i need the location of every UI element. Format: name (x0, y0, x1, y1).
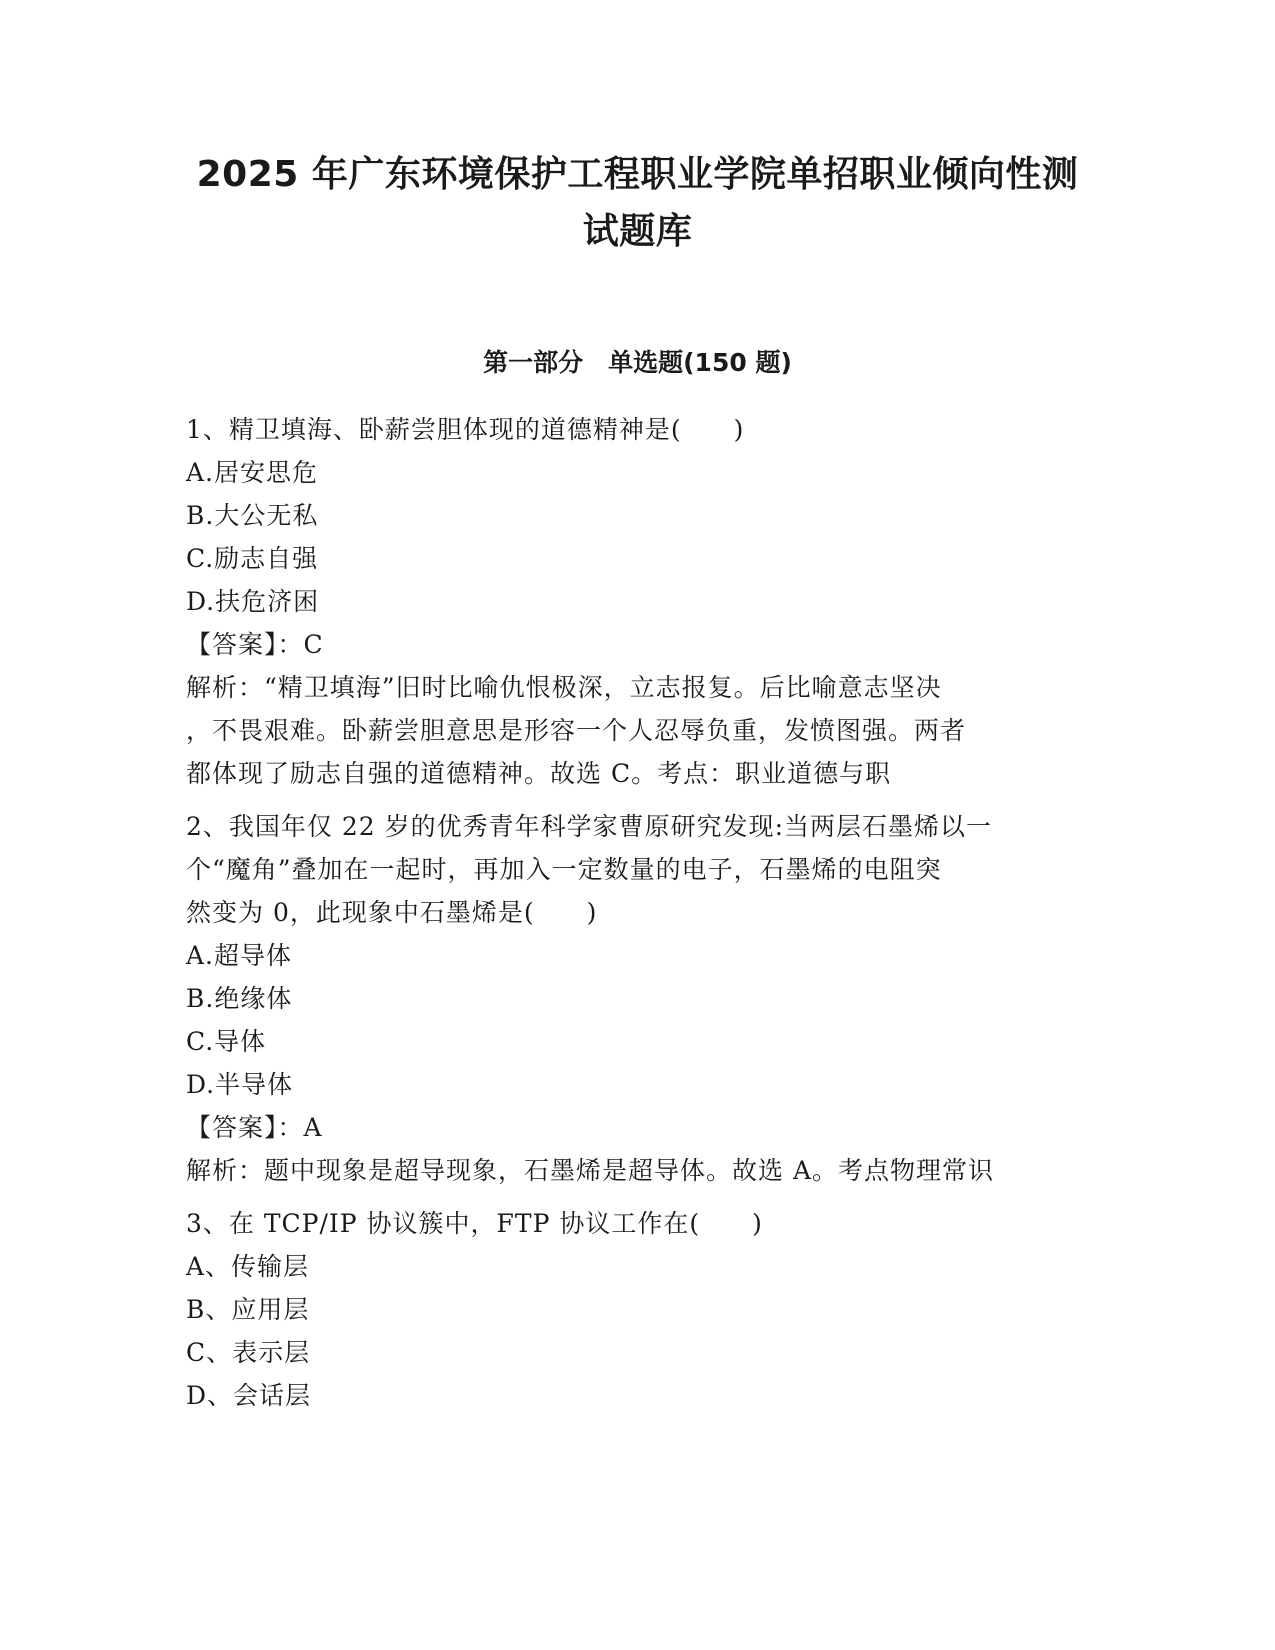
option-d: D.扶危济困 (186, 587, 320, 616)
option-d: D.半导体 (186, 1070, 294, 1099)
option-d: D、会话层 (186, 1381, 312, 1410)
option-c: C.导体 (186, 1027, 267, 1056)
option-c: C、表示层 (186, 1338, 311, 1367)
option-a: A、传输层 (186, 1252, 310, 1281)
question-list (186, 408, 1091, 1417)
analysis-line: 解析：“精卫填海”旧时比喻仇恨极深，立志报复。后比喻意志坚决 (186, 673, 942, 702)
option-a: A.超导体 (186, 941, 293, 970)
answer-line: 【答案】：C (186, 630, 324, 659)
title-line-2: 试题库 (582, 211, 693, 252)
option-b: B、应用层 (186, 1295, 310, 1324)
question-stem: 2、我国年仅 22 岁的优秀青年科学家曹原研究发现:当两层石墨烯以一 (186, 812, 993, 841)
option-b: B.大公无私 (186, 501, 319, 530)
question-2 (186, 805, 1091, 1192)
document-title (150, 146, 1125, 260)
option-a: A.居安思危 (186, 458, 319, 487)
question-1 (186, 408, 1091, 795)
question-stem: 1、精卫填海、卧薪尝胆体现的道德精神是( ) (186, 415, 745, 444)
question-3 (186, 1202, 1091, 1417)
answer-line: 【答案】：A (186, 1113, 323, 1142)
section-heading: 第一部分 单选题(150 题) (483, 348, 792, 377)
option-b: B.绝缘体 (186, 984, 293, 1013)
analysis-line: 都体现了励志自强的道德精神。故选 C。考点：职业道德与职 (186, 759, 892, 788)
title-line-1: 2025 年广东环境保护工程职业学院单招职业倾向性测 (196, 154, 1079, 195)
question-stem: 然变为 0，此现象中石墨烯是( ) (186, 898, 598, 927)
question-stem: 3、在 TCP/IP 协议簇中，FTP 协议工作在( ) (186, 1209, 763, 1238)
analysis-line: ，不畏艰难。卧薪尝胆意思是形容一个人忍辱负重，发愤图强。两者 (186, 716, 967, 745)
analysis-line: 解析：题中现象是超导现象，石墨烯是超导体。故选 A。考点物理常识 (186, 1156, 995, 1185)
question-stem: 个“魔角”叠加在一起时，再加入一定数量的电子，石墨烯的电阻突 (186, 855, 942, 884)
option-c: C.励志自强 (186, 544, 319, 573)
